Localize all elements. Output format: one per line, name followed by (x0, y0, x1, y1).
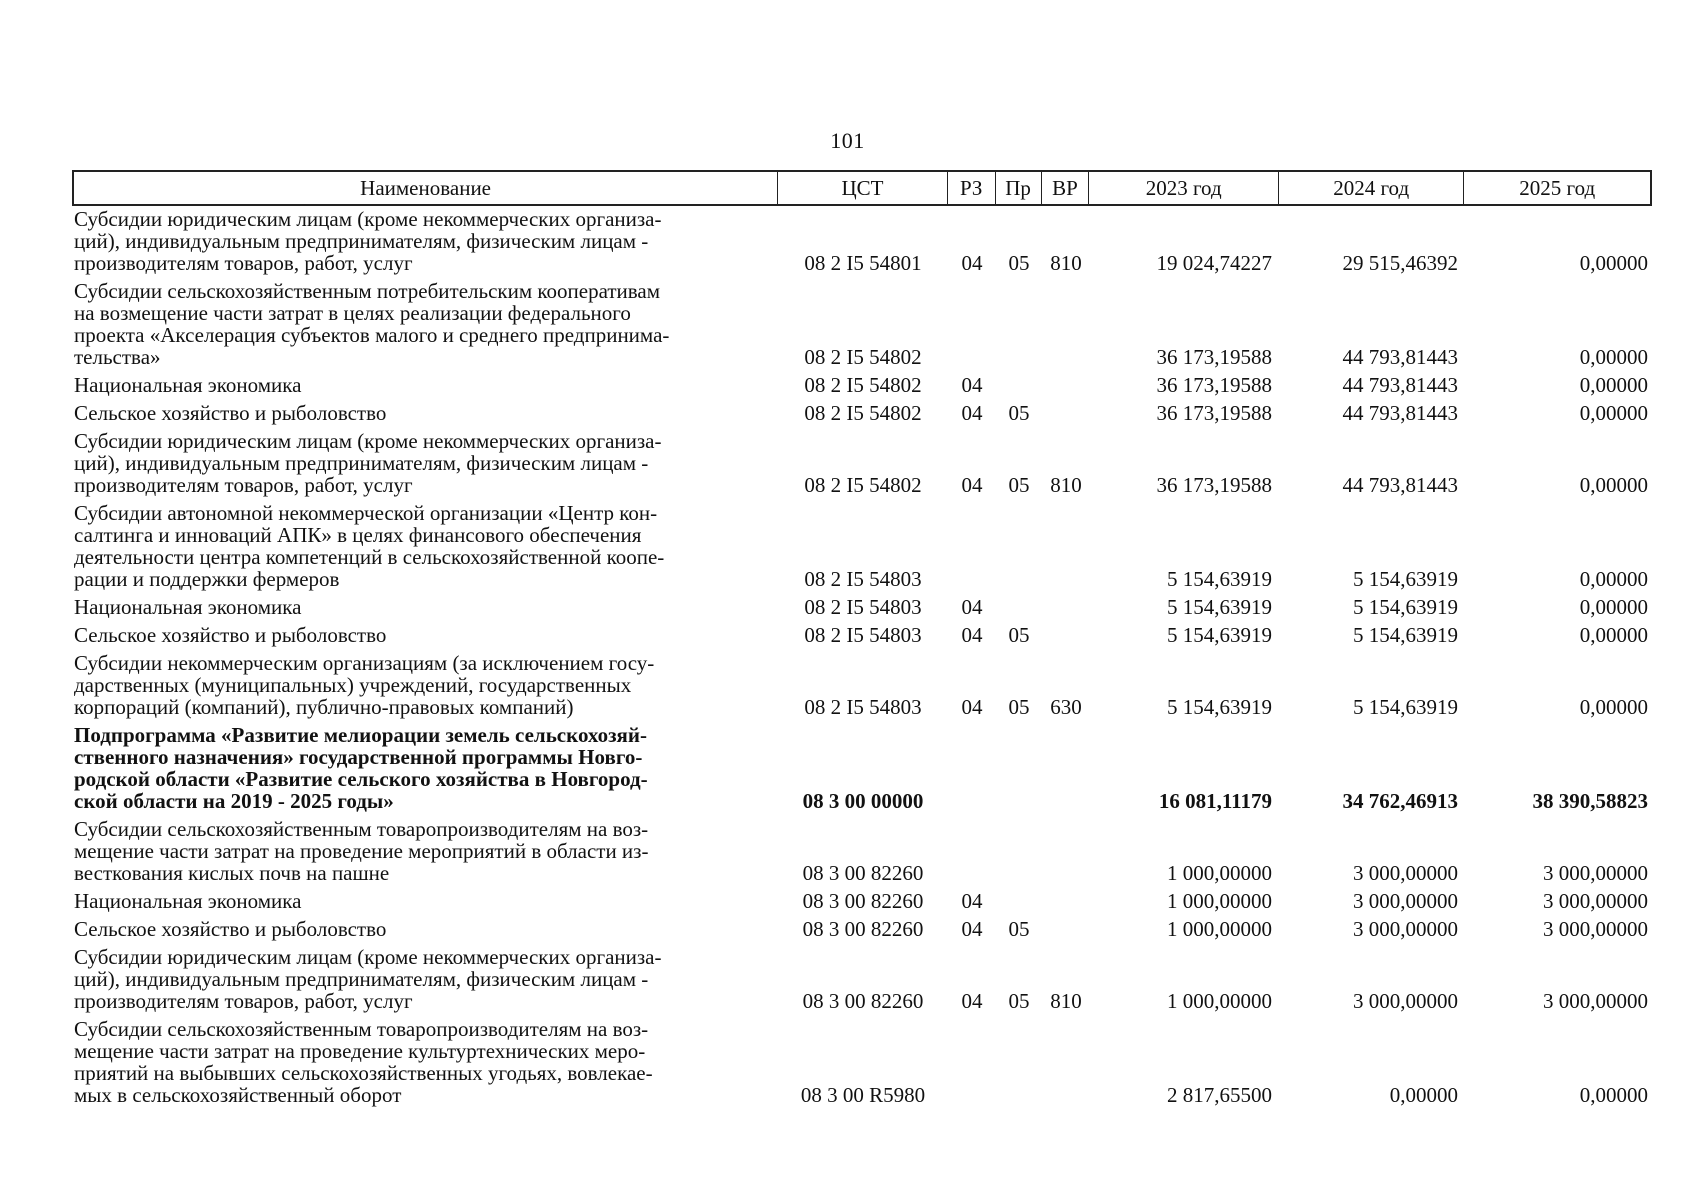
table-row (72, 1018, 1652, 1106)
cell-2024: 5 154,63919 (1353, 623, 1458, 647)
cell-vr: 810 (1050, 989, 1082, 1013)
cell-cst: 08 2 I5 54802 (804, 401, 922, 425)
cell-2025: 0,00000 (1579, 473, 1648, 497)
cell-name: Сельское хозяйство и рыболовство (74, 917, 387, 941)
cell-rz: 04 (961, 473, 983, 497)
cell-2024: 44 793,81443 (1342, 401, 1458, 425)
table-header (72, 170, 1652, 206)
cell-2023: 2 817,65500 (1167, 1083, 1272, 1107)
cell-2023: 5 154,63919 (1167, 595, 1272, 619)
cell-cst: 08 3 00 00000 (802, 789, 924, 813)
cell-2023: 1 000,00000 (1167, 889, 1272, 913)
cell-2023: 1 000,00000 (1167, 989, 1272, 1013)
cell-name: Национальная экономика (74, 373, 302, 397)
cell-name: Сельское хозяйство и рыболовство (74, 401, 387, 425)
cell-2023: 36 173,19588 (1156, 345, 1272, 369)
header-2023: 2023 год (1089, 172, 1279, 204)
table-row (72, 890, 1652, 912)
table-row (72, 208, 1652, 274)
cell-2024: 34 762,46913 (1342, 789, 1458, 813)
table-row (72, 724, 1652, 812)
cell-2024: 44 793,81443 (1342, 345, 1458, 369)
cell-name: Субсидии юридическим лицам (кроме некоммерческих организа- ций), индивидуальным предпринимателям, физическим лицам - производителям товаров, работ, услуг (74, 945, 662, 1013)
table-row (72, 918, 1652, 940)
cell-rz: 04 (961, 373, 983, 397)
cell-cst: 08 2 I5 54802 (804, 473, 922, 497)
cell-2024: 44 793,81443 (1342, 373, 1458, 397)
cell-2023: 5 154,63919 (1167, 567, 1272, 591)
cell-name: Субсидии сельскохозяйственным товаропроизводителям на воз- мещение части затрат на проведение культуртехнических меро- приятий на выбывших сельскохозяйственных угодьях, вовлекае- мых в сельскохозяйственный оборот (74, 1017, 653, 1107)
cell-name: Подпрограмма «Развитие мелиорации земель сельскохозяй- ственного назначения» государственной программы Новго- родской области «Развитие сельского хозяйства в Новгород- ской области на 2019 - 2025 годы» (74, 723, 648, 813)
cell-2025: 3 000,00000 (1543, 989, 1648, 1013)
cell-rz: 04 (961, 251, 983, 275)
cell-2025: 3 000,00000 (1543, 917, 1648, 941)
cell-2024: 3 000,00000 (1353, 917, 1458, 941)
cell-cst: 08 3 00 R5980 (800, 1083, 926, 1107)
cell-2025: 0,00000 (1579, 373, 1648, 397)
cell-2024: 5 154,63919 (1353, 567, 1458, 591)
cell-rz: 04 (961, 623, 983, 647)
cell-rz: 04 (961, 401, 983, 425)
cell-2025: 3 000,00000 (1543, 889, 1648, 913)
cell-2025: 0,00000 (1579, 567, 1648, 591)
cell-2024: 44 793,81443 (1342, 473, 1458, 497)
cell-cst: 08 2 I5 54803 (804, 623, 922, 647)
table-body (72, 208, 1652, 1112)
cell-pr: 05 (1008, 989, 1030, 1013)
cell-cst: 08 3 00 82260 (802, 861, 924, 885)
cell-2025: 38 390,58823 (1532, 789, 1648, 813)
cell-2024: 0,00000 (1389, 1083, 1458, 1107)
cell-cst: 08 3 00 82260 (802, 917, 924, 941)
cell-2025: 0,00000 (1579, 623, 1648, 647)
cell-2024: 5 154,63919 (1353, 595, 1458, 619)
cell-2025: 0,00000 (1579, 345, 1648, 369)
cell-name: Национальная экономика (74, 889, 302, 913)
cell-rz: 04 (961, 595, 983, 619)
cell-2023: 36 173,19588 (1156, 373, 1272, 397)
table-row (72, 402, 1652, 424)
cell-pr: 05 (1008, 473, 1030, 497)
cell-rz: 04 (961, 917, 983, 941)
cell-2025: 0,00000 (1579, 1083, 1648, 1107)
cell-name: Национальная экономика (74, 595, 302, 619)
cell-2024: 29 515,46392 (1342, 251, 1458, 275)
cell-2023: 36 173,19588 (1156, 401, 1272, 425)
cell-name: Субсидии автономной некоммерческой организации «Центр кон- салтинга и инноваций АПК» в целях финансового обеспечения деятельности центра компетенций в сельскохозяйственной коопе- рации и поддержки фермеров (74, 501, 665, 591)
table-row (72, 502, 1652, 590)
cell-2024: 3 000,00000 (1353, 861, 1458, 885)
cell-rz: 04 (961, 889, 983, 913)
cell-2023: 36 173,19588 (1156, 473, 1272, 497)
header-cst: ЦСТ (778, 172, 948, 204)
cell-name: Субсидии некоммерческим организациям (за исключением госу- дарственных (муниципальных) учреждений, государственных корпораций (компаний), публично-правовых компаний) (74, 651, 655, 719)
table-row (72, 280, 1652, 368)
cell-rz: 04 (961, 989, 983, 1013)
cell-2025: 3 000,00000 (1543, 861, 1648, 885)
cell-2023: 1 000,00000 (1167, 861, 1272, 885)
cell-cst: 08 2 I5 54803 (804, 567, 922, 591)
cell-name: Субсидии юридическим лицам (кроме некоммерческих организа- ций), индивидуальным предпринимателям, физическим лицам - производителям товаров, работ, услуг (74, 429, 662, 497)
cell-2023: 19 024,74227 (1156, 251, 1272, 275)
cell-2024: 3 000,00000 (1353, 989, 1458, 1013)
cell-cst: 08 3 00 82260 (802, 889, 924, 913)
cell-2023: 5 154,63919 (1167, 695, 1272, 719)
cell-pr: 05 (1008, 917, 1030, 941)
cell-vr: 630 (1050, 695, 1082, 719)
cell-cst: 08 2 I5 54802 (804, 345, 922, 369)
cell-name: Субсидии сельскохозяйственным потребительским кооперативам на возмещение части затрат в целях реализации федерального проекта «Акселерация субъектов малого и среднего предпринима- тельства» (74, 279, 670, 369)
header-vr: ВР (1042, 172, 1090, 204)
page-number: 101 (830, 128, 865, 153)
header-2024: 2024 год (1279, 172, 1465, 204)
cell-2024: 3 000,00000 (1353, 889, 1458, 913)
header-2025: 2025 год (1519, 176, 1596, 200)
cell-name: Субсидии сельскохозяйственным товаропроизводителям на воз- мещение части затрат на проведение мероприятий в области из- весткования кислых почв на пашне (74, 817, 649, 885)
header-pr: Пр (996, 172, 1042, 204)
header-name: Наименование (74, 172, 778, 204)
cell-pr: 05 (1008, 623, 1030, 647)
table-row (72, 596, 1652, 618)
cell-vr: 810 (1050, 251, 1082, 275)
cell-cst: 08 2 I5 54801 (804, 251, 922, 275)
table-row (72, 652, 1652, 718)
cell-2025: 0,00000 (1579, 251, 1648, 275)
cell-name: Сельское хозяйство и рыболовство (74, 623, 387, 647)
cell-pr: 05 (1008, 251, 1030, 275)
table-row (72, 374, 1652, 396)
cell-rz: 04 (961, 695, 983, 719)
cell-cst: 08 3 00 82260 (802, 989, 924, 1013)
table-row (72, 430, 1652, 496)
cell-cst: 08 2 I5 54803 (804, 695, 922, 719)
cell-pr: 05 (1008, 695, 1030, 719)
cell-pr: 05 (1008, 401, 1030, 425)
cell-2023: 16 081,11179 (1158, 789, 1272, 813)
header-rz: РЗ (948, 172, 996, 204)
cell-2025: 0,00000 (1579, 595, 1648, 619)
cell-2023: 1 000,00000 (1167, 917, 1272, 941)
table-row (72, 818, 1652, 884)
table-row (72, 624, 1652, 646)
cell-vr: 810 (1050, 473, 1082, 497)
cell-2024: 5 154,63919 (1353, 695, 1458, 719)
cell-cst: 08 2 I5 54803 (804, 595, 922, 619)
cell-2025: 0,00000 (1579, 695, 1648, 719)
cell-name: Субсидии юридическим лицам (кроме некоммерческих организа- ций), индивидуальным предпринимателям, физическим лицам - производителям товаров, работ, услуг (74, 207, 662, 275)
cell-2023: 5 154,63919 (1167, 623, 1272, 647)
cell-cst: 08 2 I5 54802 (804, 373, 922, 397)
table-row (72, 946, 1652, 1012)
cell-2025: 0,00000 (1579, 401, 1648, 425)
